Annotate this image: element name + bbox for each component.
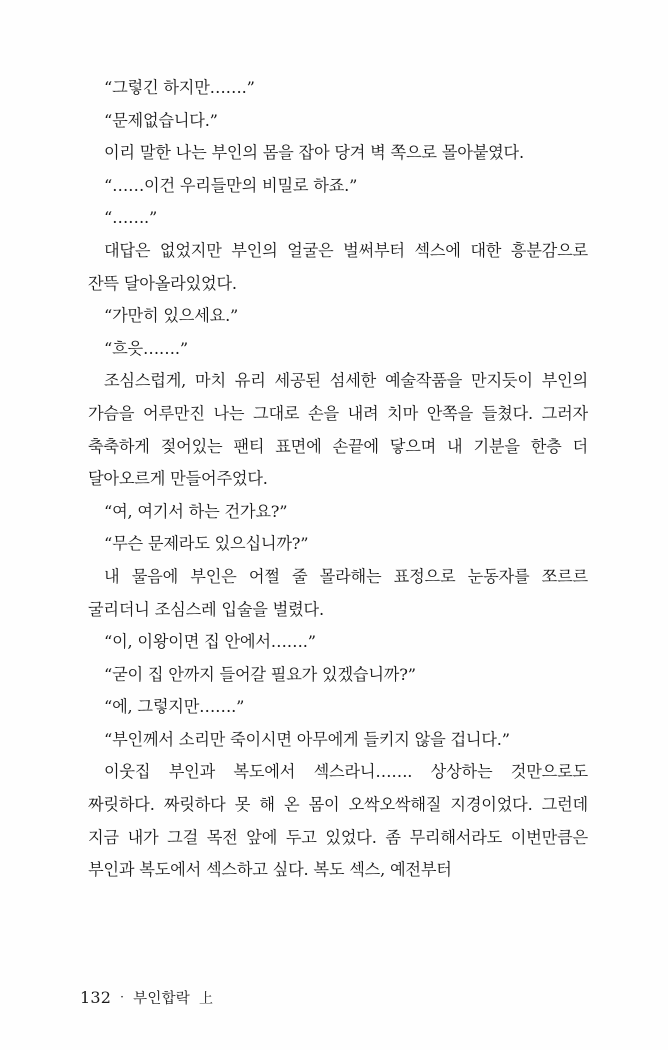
paragraph: 이웃집 부인과 복도에서 섹스라니……. 상상하는 것만으로도 짜릿하다. 짜릿하다 못 해 온 몸이 오싹오싹해질 지경이었다. 그런데 지금 내가 그걸 목전 앞에 두고 있었다. 좀 무리해서라도 이번만큼은 부인과 복도에서 섹스하고 싶다. 복도 섹스, 예전부터 <box>88 762 588 880</box>
paragraph: “무슨 문제라도 있으십니까?” <box>104 534 309 554</box>
paragraph: 조심스럽게, 마치 유리 세공된 섬세한 예술작품을 만지듯이 부인의 가슴을 어루만진 나는 그대로 손을 내려 치마 안쪽을 들쳤다. 그러자 축축하게 젖어있는 팬티 표면에 손끝에 닿으며 내 기분을 한층 더 달아오르게 만들어주었다. <box>88 371 588 489</box>
footer-separator: · <box>120 990 125 1004</box>
paragraph: “문제없습니다.” <box>104 110 218 130</box>
paragraph: “굳이 집 안까지 들어갈 필요가 있겠습니까?” <box>104 664 416 684</box>
paragraph: “여, 여기서 하는 건가요?” <box>104 501 288 521</box>
paragraph: “…….” <box>104 208 158 228</box>
paragraph: “흐읏…….” <box>104 338 188 358</box>
paragraph: “가만히 있으세요.” <box>104 306 239 326</box>
page-text-block <box>88 72 588 887</box>
paragraph: “……이건 우리들만의 비밀로 하죠.” <box>104 175 358 195</box>
paragraph: “부인께서 소리만 죽이시면 아무에게 들키지 않을 겁니다.” <box>104 729 510 749</box>
paragraph: 이리 말한 나는 부인의 몸을 잡아 당겨 벽 쪽으로 몰아붙였다. <box>104 143 524 163</box>
page-footer <box>80 987 213 1008</box>
volume-label: 上 <box>198 991 214 1007</box>
paragraph: “에, 그렇지만…….” <box>104 697 245 717</box>
paragraph: “그렇긴 하지만…….” <box>104 78 255 97</box>
paragraph: 내 물음에 부인은 어쩔 줄 몰라해는 표정으로 눈동자를 쪼르르 굴리더니 조심스레 입술을 벌렸다. <box>88 566 588 619</box>
page-number: 132 <box>80 988 112 1007</box>
paragraph: “이, 이왕이면 집 안에서…….” <box>104 632 316 652</box>
paragraph: 대답은 없었지만 부인의 얼굴은 벌써부터 섹스에 대한 흥분감으로 잔뜩 달아올라있었다. <box>88 240 588 293</box>
book-title: 부인합락 <box>133 991 190 1007</box>
